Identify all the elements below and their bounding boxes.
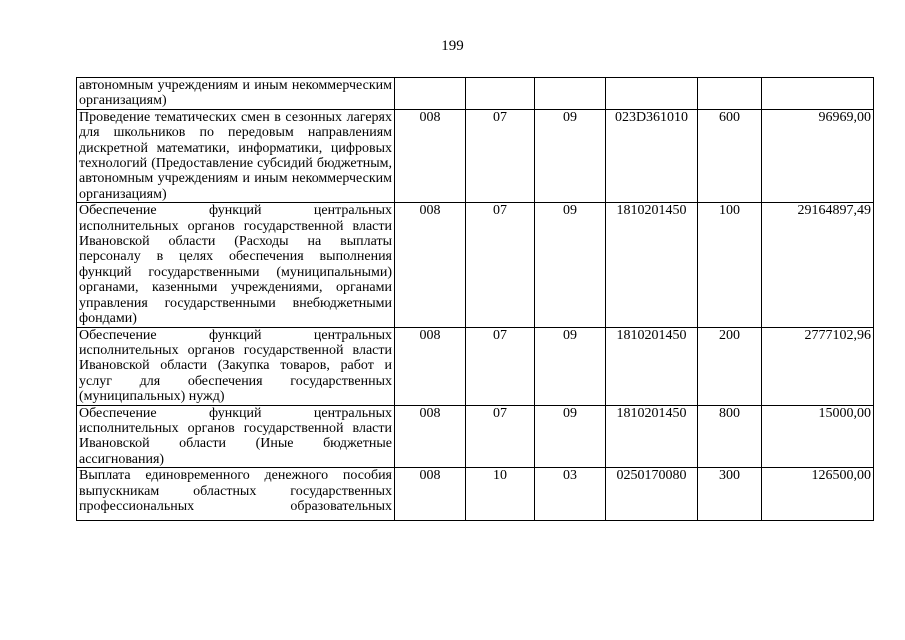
subsection-code: 09 [535,109,606,202]
table-row [77,78,874,110]
target-article-code: 0250170080 [606,468,698,521]
row-description: Проведение тематических смен в сезонных лагерях для школьников по передовым направлениям дискретной математики, информатики, цифровых технологий (Предоставление субсидий бюджетным, автономным учреждениям и иным некоммерческим организациям) [77,109,395,202]
expense-type-code: 100 [698,203,762,327]
section-code: 07 [466,405,535,468]
target-article-code: 023D361010 [606,109,698,202]
table-row [77,109,874,202]
target-article-code: 1810201450 [606,203,698,327]
amount: 29164897,49 [762,203,874,327]
table-row [77,405,874,468]
section-code [466,78,535,110]
ministry-code: 008 [395,203,466,327]
target-article-code [606,78,698,110]
row-description: Обеспечение функций центральных исполнительных органов государственной власти Ивановской области (Иные бюджетные ассигнования) [77,405,395,468]
ministry-code: 008 [395,405,466,468]
amount: 15000,00 [762,405,874,468]
ministry-code: 008 [395,109,466,202]
table-row [77,327,874,405]
expense-type-code: 200 [698,327,762,405]
expense-type-code: 300 [698,468,762,521]
table-row [77,203,874,327]
subsection-code: 03 [535,468,606,521]
row-description: Обеспечение функций центральных исполнительных органов государственной власти Ивановской области (Расходы на выплаты персоналу в целях обеспечения выполнения функций государственными (муниципальными) органами, казенными учреждениями, органами управления государственными внебюджетными фондами) [77,203,395,327]
amount [762,78,874,110]
ministry-code: 008 [395,327,466,405]
row-description: автономным учреждениям и иным некоммерческим организациям) [77,78,395,110]
target-article-code: 1810201450 [606,405,698,468]
row-description: Обеспечение функций центральных исполнительных органов государственной власти Ивановской области (Закупка товаров, работ и услуг для обеспечения государственных (муниципальных) нужд) [77,327,395,405]
section-code: 07 [466,327,535,405]
subsection-code: 09 [535,405,606,468]
row-description [77,468,395,521]
row-description-text: Выплата единовременного денежного пособия выпускникам областных государственных профессиональных образовательных [79,468,392,514]
expense-type-code [698,78,762,110]
amount: 2777102,96 [762,327,874,405]
expense-type-code: 600 [698,109,762,202]
table-row [77,468,874,521]
page-number: 199 [441,38,464,54]
target-article-code: 1810201450 [606,327,698,405]
budget-table [76,77,874,521]
amount: 96969,00 [762,109,874,202]
ministry-code: 008 [395,468,466,521]
expense-type-code: 800 [698,405,762,468]
ministry-code [395,78,466,110]
amount: 126500,00 [762,468,874,521]
subsection-code [535,78,606,110]
section-code: 07 [466,109,535,202]
subsection-code: 09 [535,203,606,327]
section-code: 10 [466,468,535,521]
section-code: 07 [466,203,535,327]
subsection-code: 09 [535,327,606,405]
